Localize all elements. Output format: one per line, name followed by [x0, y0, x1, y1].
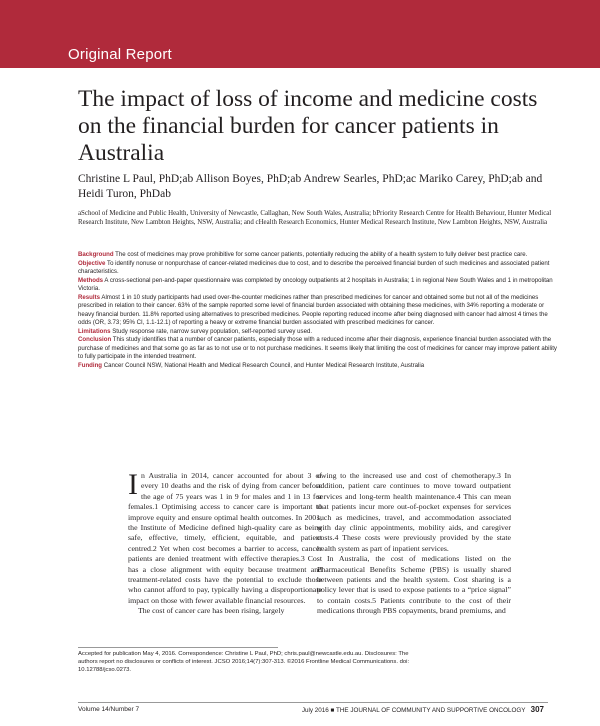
body-column-left	[128, 468, 322, 617]
abstract-text: Almost 1 in 10 study participants had used over-the-counter medicines rather than prescribed medicines for cancer and obtained some but not all of the medicines prescribed in relation to their cancer. 63% of the sample reported some level of financial burden associated with obtaining these medicines, with 34% reporting a moderate or heavy financial burden. 11.8% reported using alternatives to prescribed medicines. People reporting reduced income after being diagnosed with cancer had almost 4 times the odds (OR, 3.73; 95% CI, 1.1-12.1) of reporting a heavy or extreme financial burden associated with prescribed medicines for cancer.	[78, 293, 548, 326]
abstract-heading: Background	[78, 251, 114, 258]
affiliations: aSchool of Medicine and Public Health, University of Newcastle, Callaghan, New South Wales, Australia; bPriority Research Centre for Health Behaviour, Hunter Medical Research Institute, New Lambton Heights, NSW, Australia; and cHealth Research Economics, Hunter Medical Research Institute, New Lambton Heights, NSW, Australia	[78, 210, 552, 227]
body-paragraph: The cost of cancer care has been rising, largely	[138, 606, 285, 616]
abstract-background	[78, 251, 558, 260]
abstract-heading: Methods	[78, 276, 104, 284]
drop-cap: I	[128, 468, 138, 501]
abstract	[78, 251, 558, 370]
abstract-conclusion	[78, 336, 558, 362]
abstract-results	[78, 294, 558, 328]
abstract-text: To identify nonuse or nonpurchase of cancer-related medicines due to cost, and to describe the perceived financial burden of such medicines and associated patient characteristics.	[78, 259, 550, 275]
footer-volume: Volume 14/Number 7	[78, 706, 140, 713]
abstract-text: This study identifies that a number of cancer patients, especially those with a reduced income after their diagnosis, experience financial burden associated with the purchase of medicines and that some go as far as to not use or to not purchase medicines. It seems likely that limiting the cost of medicines for cancer may improve patient ability to fully participate in the intended treatment.	[78, 336, 557, 360]
abstract-text: Cancer Council NSW, National Health and Medical Research Council, and Hunter Medical Research Institute, Australia	[103, 361, 425, 369]
abstract-methods	[78, 277, 558, 294]
article-title: The impact of loss of income and medicine costs on the financial burden for cancer patients in Australia	[78, 86, 538, 166]
abstract-text: The cost of medicines may prove prohibitive for some cancer patients, potentially reducing the ability of a health system to fully deliver best practice care.	[115, 251, 528, 258]
footnote-divider	[78, 647, 278, 648]
article-footnote: Accepted for publication May 4, 2016. Correspondence: Christine L Paul, PhD; chris.paul@newcastle.edu.au. Disclosures: The authors report no disclosures or conflicts of interest. JCSO 2016;14(7):307-313. ©2016 Frontline Medical Communications. doi: 10.12788/jcso.0273.	[78, 651, 410, 673]
abstract-text: Study response rate, narrow survey population, self-reported survey used.	[112, 327, 313, 335]
body-paragraph: In Australia, the cost of medications listed on the Pharmaceutical Benefits Scheme (PBS) is usually shared between patients and the health system. Cost sharing is a policy lever that is used to expose patients to a “price signal” to contain costs.5 Patients contribute to the cost of their medications through PBS copayments, brand premiums, and	[317, 554, 511, 616]
journal-name: July 2016 ■ THE JOURNAL OF COMMUNITY AND SUPPORTIVE ONCOLOGY	[301, 707, 526, 714]
abstract-heading: Results	[78, 293, 101, 301]
abstract-heading: Conclusion	[78, 336, 112, 343]
body-paragraph	[128, 468, 322, 606]
footer-divider	[78, 702, 548, 703]
abstract-heading: Objective	[78, 259, 106, 267]
body-paragraph: owing to the increased use and cost of chemotherapy.3 In addition, patient care continues to move toward outpatient services and long-term health maintenance.4 This can mean that patients incur more out-of-pocket expenses for services such as medicines, travel, and accommodation associated with day clinic appointments, mobility aids, and caregiver costs.4 These costs were previously provided by the state health system as part of inpatient services.	[317, 471, 511, 553]
article-type-label: Original Report	[68, 46, 172, 63]
abstract-funding	[78, 362, 558, 371]
abstract-objective	[78, 260, 558, 277]
abstract-heading: Limitations	[78, 327, 111, 335]
page-number: 307	[530, 705, 544, 714]
abstract-text: A cross-sectional pen-and-paper questionnaire was completed by oncology outpatients at 2 hospitals in Australia; 1 in regional New South Wales and 1 in metropolitan Victoria.	[78, 276, 553, 292]
abstract-heading: Funding	[78, 361, 103, 369]
body-column-right	[317, 471, 511, 617]
paragraph-text: n Australia in 2014, cancer accounted for about 3 of every 10 deaths and the risk of dying from cancer before the age of 75 years was 1 in 9 for males and 1 in 13 for females.1 Optimising access to cancer care is important to improve equity and ensure optimal health outcomes. In 2001, the Institute of Medicine defined high-quality care as being safe, effective, timely, efficient, equitable, and patient centred.2 Yet when cost becomes a barrier to access, cancer patients are denied treatment with effective therapies.3 Cost has a close alignment with equity because treatment and treatment-related costs have the potential to exclude those who cannot afford to pay, typically having a disproportionate impact on those with fewer available financial resources.	[128, 471, 322, 605]
header-banner	[0, 0, 600, 68]
footer-journal	[302, 705, 544, 714]
author-list: Christine L Paul, PhD;ab Allison Boyes, PhD;ab Andrew Searles, PhD;ac Mariko Carey, PhD;ab and Heidi Turon, PhDab	[78, 173, 543, 200]
abstract-limitations	[78, 328, 558, 337]
